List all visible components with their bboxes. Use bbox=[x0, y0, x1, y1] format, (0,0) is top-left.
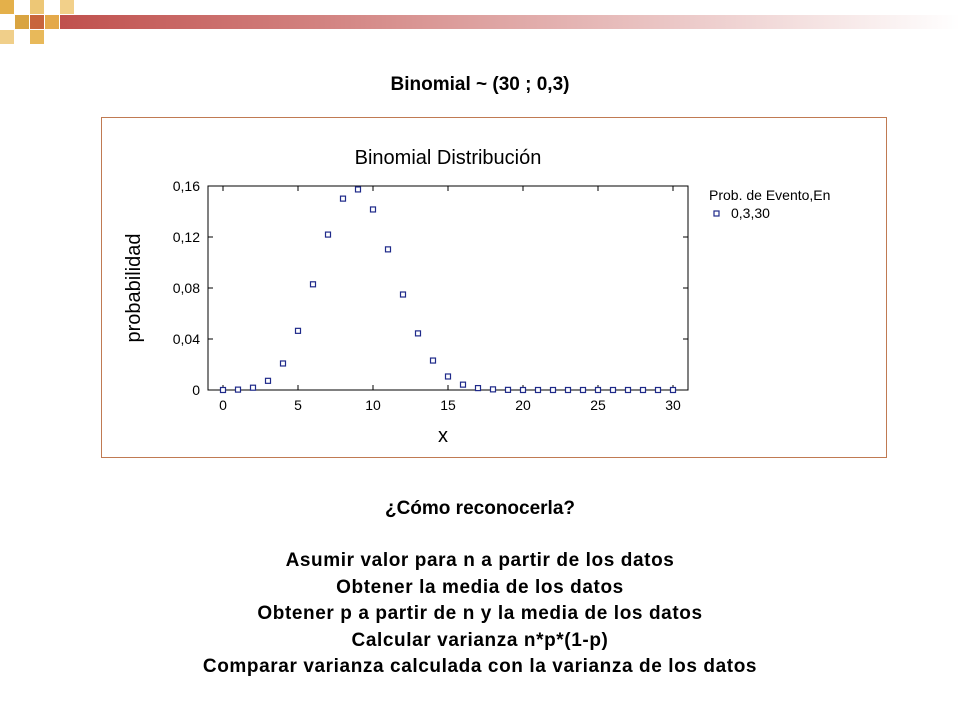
deco-square bbox=[30, 15, 44, 29]
deco-square bbox=[60, 0, 74, 14]
data-point bbox=[356, 187, 361, 192]
slide-title: Binomial ~ (30 ; 0,3) bbox=[390, 74, 570, 95]
header-gradient-band bbox=[60, 15, 960, 29]
steps-list bbox=[0, 548, 960, 681]
chart-frame bbox=[101, 117, 887, 458]
legend-marker bbox=[714, 211, 719, 216]
data-point bbox=[251, 385, 256, 390]
y-tick-label: 0,12 bbox=[172, 229, 200, 245]
data-point bbox=[611, 388, 616, 393]
step-item: Calcular varianza n*p*(1-p) bbox=[351, 629, 609, 651]
y-tick-label: 0,08 bbox=[172, 280, 200, 296]
x-tick-label: 20 bbox=[515, 397, 531, 413]
deco-square bbox=[30, 0, 44, 14]
data-point bbox=[341, 196, 346, 201]
y-axis-label: probabilidad bbox=[123, 233, 145, 343]
data-point bbox=[431, 358, 436, 363]
deco-square bbox=[0, 0, 14, 14]
deco-square bbox=[15, 15, 29, 29]
x-axis-label: x bbox=[438, 425, 448, 447]
deco-square bbox=[30, 30, 44, 44]
x-tick-label: 30 bbox=[665, 397, 681, 413]
data-point bbox=[521, 388, 526, 393]
chart-title: Binomial Distribución bbox=[354, 147, 542, 169]
header-decoration bbox=[0, 0, 960, 60]
legend-entry: 0,3,30 bbox=[731, 205, 770, 221]
data-point bbox=[236, 387, 241, 392]
data-point bbox=[401, 292, 406, 297]
data-point bbox=[476, 386, 481, 391]
data-point bbox=[626, 388, 631, 393]
deco-square bbox=[0, 30, 14, 44]
data-point bbox=[221, 388, 226, 393]
y-tick-label: 0,04 bbox=[172, 331, 200, 347]
data-point bbox=[596, 388, 601, 393]
data-point bbox=[266, 378, 271, 383]
x-tick-label: 25 bbox=[590, 397, 606, 413]
x-tick-label: 0 bbox=[219, 397, 227, 413]
data-point bbox=[551, 388, 556, 393]
data-point bbox=[416, 331, 421, 336]
deco-square bbox=[45, 15, 59, 29]
step-item: Comparar varianza calculada con la varianza de los datos bbox=[202, 656, 758, 677]
x-tick-label: 10 bbox=[365, 397, 381, 413]
y-tick-label: 0,16 bbox=[172, 178, 200, 194]
data-point bbox=[566, 388, 571, 393]
data-point bbox=[281, 361, 286, 366]
step-item: Obtener p a partir de n y la media de los datos bbox=[257, 603, 703, 624]
data-point bbox=[641, 388, 646, 393]
data-point bbox=[506, 387, 511, 392]
data-point bbox=[461, 382, 466, 387]
step-item: Asumir valor para n a partir de los datos bbox=[285, 550, 675, 571]
data-point bbox=[581, 388, 586, 393]
plot-area-frame bbox=[208, 186, 688, 390]
legend-title: Prob. de Evento,En bbox=[709, 187, 831, 203]
data-point bbox=[671, 388, 676, 393]
x-tick-label: 5 bbox=[294, 397, 302, 413]
data-point bbox=[656, 388, 661, 393]
y-tick-label: 0 bbox=[192, 382, 200, 398]
data-point bbox=[326, 232, 331, 237]
data-point bbox=[296, 328, 301, 333]
data-point bbox=[386, 247, 391, 252]
data-point bbox=[311, 282, 316, 287]
step-item: Obtener la media de los datos bbox=[336, 576, 624, 598]
binomial-chart bbox=[102, 118, 886, 457]
section-heading: ¿Cómo reconocerla? bbox=[384, 498, 576, 519]
data-point bbox=[491, 387, 496, 392]
data-point bbox=[446, 374, 451, 379]
data-point bbox=[536, 388, 541, 393]
data-point bbox=[371, 207, 376, 212]
x-tick-label: 15 bbox=[440, 397, 456, 413]
